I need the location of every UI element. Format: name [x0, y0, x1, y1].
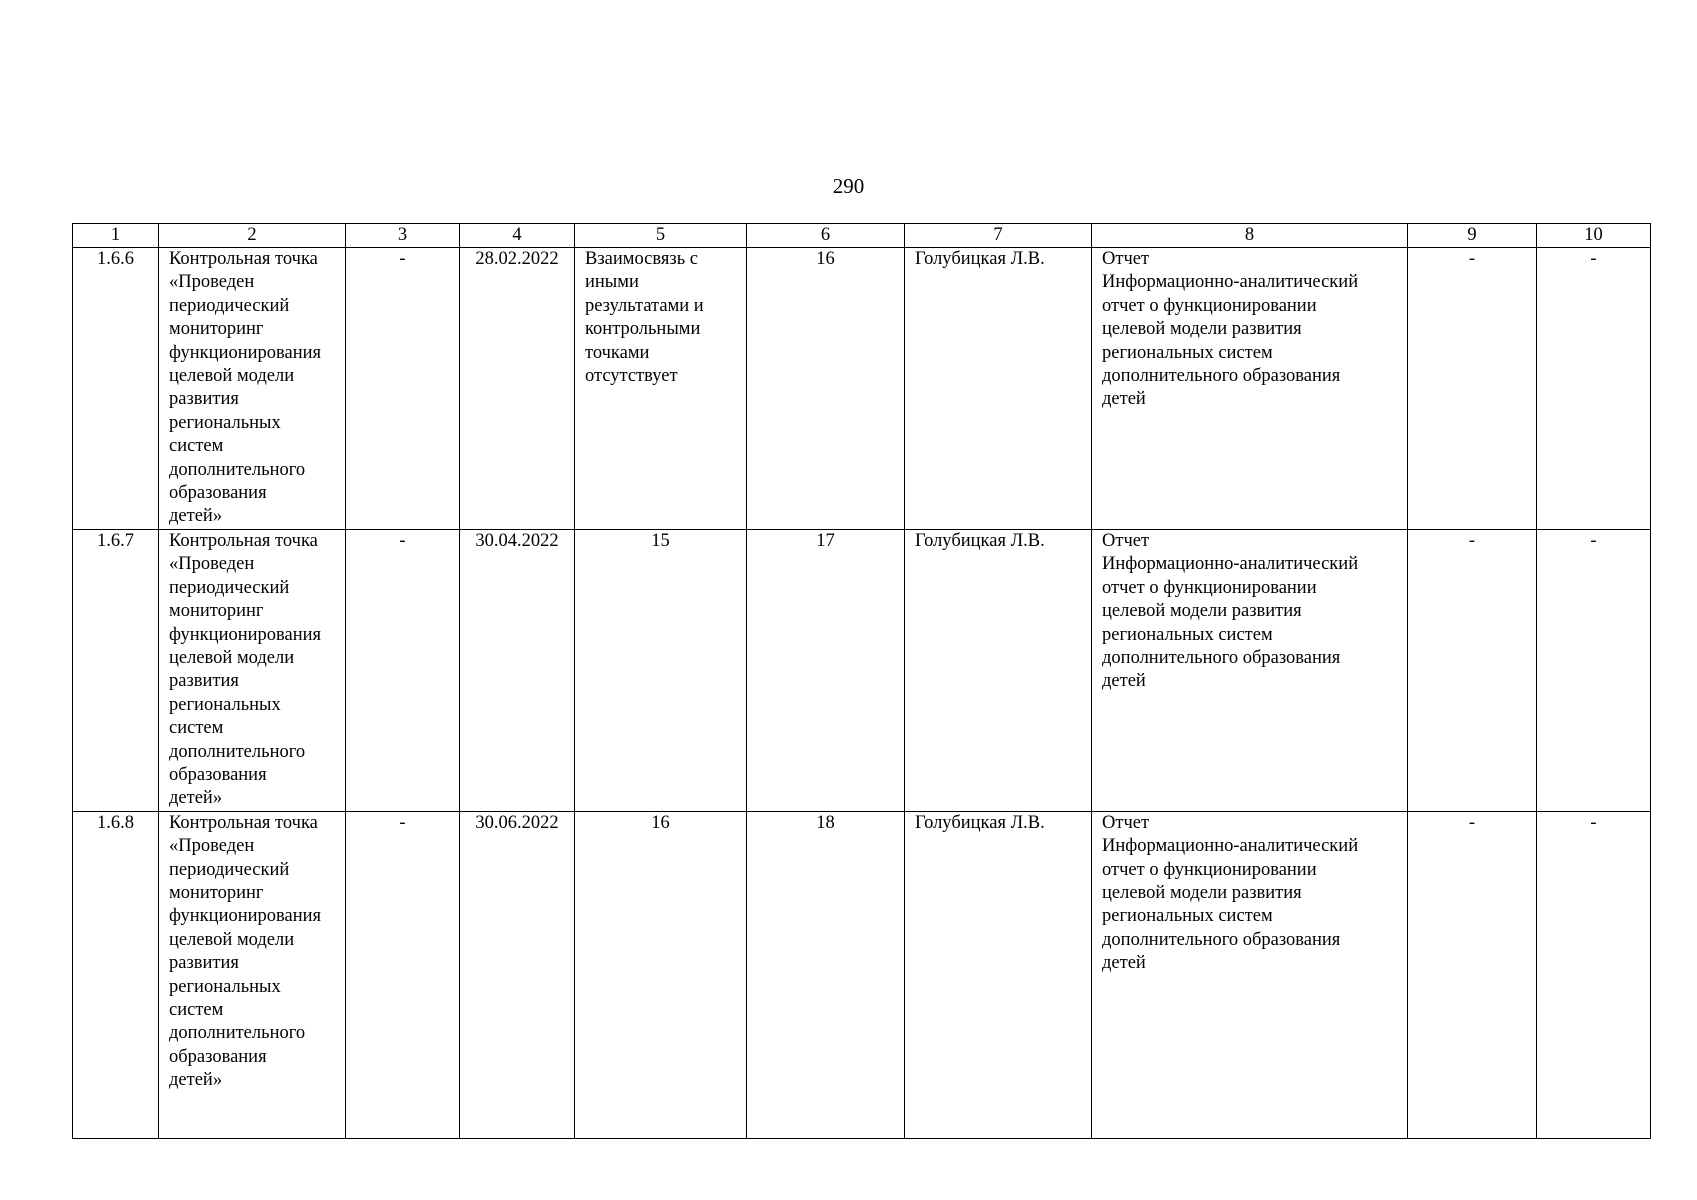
responsible-cell: Голубицкая Л.В. [905, 529, 1092, 811]
document-line: отчет о функционировании [1102, 859, 1317, 880]
name-line: систем [169, 718, 224, 739]
name-line: развития [169, 389, 239, 410]
header-cell: 1 [73, 224, 159, 248]
row-name-cell [159, 529, 346, 811]
name-line: развития [169, 953, 239, 974]
page-number: 290 [832, 174, 865, 198]
table-row [73, 811, 1651, 1138]
col10-cell: - [1537, 248, 1651, 530]
header-cell: 8 [1092, 224, 1408, 248]
document-line: целевой модели развития [1102, 601, 1302, 622]
col9-cell: - [1408, 248, 1537, 530]
col6-cell: 16 [747, 248, 905, 530]
name-line: мониторинг [169, 319, 264, 340]
link-line: 16 [651, 812, 670, 833]
document-line: региональных систем [1102, 624, 1273, 645]
responsible-cell: Голубицкая Л.В. [905, 248, 1092, 530]
name-line: дополнительного [169, 459, 306, 480]
document-line: целевой модели развития [1102, 319, 1302, 340]
name-line: систем [169, 1000, 224, 1020]
document-cell [1092, 529, 1408, 811]
name-line: развития [169, 671, 239, 692]
document-line: целевой модели развития [1102, 882, 1302, 903]
document-line: Отчет [1102, 249, 1150, 269]
name-line: мониторинг [169, 601, 264, 622]
name-line: Контрольная точка [169, 530, 318, 551]
header-cell: 4 [460, 224, 575, 248]
col9-cell: - [1408, 811, 1537, 1138]
col10-cell: - [1537, 811, 1651, 1138]
document-cell [1092, 248, 1408, 530]
name-line: дополнительного [169, 741, 306, 762]
date-cell: 30.04.2022 [460, 529, 575, 811]
header-cell: 10 [1537, 224, 1651, 248]
document-line: дополнительного образования [1102, 366, 1341, 387]
name-line: мониторинг [169, 882, 264, 903]
document-line: детей [1102, 953, 1146, 974]
table-row [73, 529, 1651, 811]
document-line: Информационно-аналитический [1102, 836, 1359, 857]
document-line: детей [1102, 671, 1146, 692]
control-points-table [72, 223, 1651, 1139]
name-line: «Проведен [169, 272, 255, 293]
row-name-cell [159, 248, 346, 530]
col3-cell: - [346, 529, 460, 811]
name-line: функционирования [169, 342, 322, 363]
date-cell: 30.06.2022 [460, 811, 575, 1138]
link-line: Взаимосвязь с [585, 249, 698, 269]
header-cell: 7 [905, 224, 1092, 248]
document-line: детей [1102, 389, 1146, 410]
link-cell [575, 529, 747, 811]
link-cell [575, 811, 747, 1138]
name-line: образования [169, 1046, 267, 1067]
link-line: точками [585, 342, 650, 363]
col6-cell: 18 [747, 811, 905, 1138]
name-line: целевой модели [169, 366, 295, 387]
name-line: периодический [169, 295, 290, 316]
name-line: Контрольная точка [169, 812, 318, 833]
name-line: целевой модели [169, 929, 295, 950]
name-line: периодический [169, 859, 290, 880]
header-cell: 3 [346, 224, 460, 248]
document-line: Информационно-аналитический [1102, 272, 1359, 293]
document-line: дополнительного образования [1102, 929, 1341, 950]
document-line: отчет о функционировании [1102, 577, 1317, 598]
document-line: Отчет [1102, 812, 1150, 833]
name-line: образования [169, 483, 267, 504]
name-line: функционирования [169, 624, 322, 645]
row-id-cell: 1.6.8 [73, 811, 159, 1138]
link-line: отсутствует [585, 366, 678, 387]
document-cell [1092, 811, 1408, 1138]
date-cell: 28.02.2022 [460, 248, 575, 530]
col3-cell: - [346, 248, 460, 530]
row-name-cell [159, 811, 346, 1138]
name-line: дополнительного [169, 1023, 306, 1044]
name-line: «Проведен [169, 554, 255, 575]
col9-cell: - [1408, 529, 1537, 811]
link-line: иными [585, 272, 639, 293]
name-line: периодический [169, 577, 290, 598]
header-cell: 6 [747, 224, 905, 248]
name-line: региональных [169, 694, 281, 715]
name-line: образования [169, 764, 267, 785]
responsible-cell: Голубицкая Л.В. [905, 811, 1092, 1138]
link-line: результатами и [585, 295, 704, 316]
name-line: систем [169, 436, 224, 457]
document-line: дополнительного образования [1102, 647, 1341, 668]
name-line: региональных [169, 412, 281, 433]
name-line: детей» [169, 506, 223, 527]
document-line: Отчет [1102, 530, 1150, 551]
name-line: Контрольная точка [169, 249, 318, 269]
link-line: контрольными [585, 319, 701, 340]
table-header-row [73, 224, 1651, 248]
header-cell: 2 [159, 224, 346, 248]
name-line: детей» [169, 1070, 223, 1091]
name-line: детей» [169, 788, 223, 809]
document-line: региональных систем [1102, 906, 1273, 927]
link-cell [575, 248, 747, 530]
document-line: отчет о функционировании [1102, 295, 1317, 316]
col3-cell: - [346, 811, 460, 1138]
name-line: «Проведен [169, 836, 255, 857]
col10-cell: - [1537, 529, 1651, 811]
header-cell: 9 [1408, 224, 1537, 248]
table-row [73, 248, 1651, 530]
row-id-cell: 1.6.7 [73, 529, 159, 811]
row-id-cell: 1.6.6 [73, 248, 159, 530]
name-line: целевой модели [169, 647, 295, 668]
name-line: региональных [169, 976, 281, 997]
document-line: региональных систем [1102, 342, 1273, 363]
header-cell: 5 [575, 224, 747, 248]
col6-cell: 17 [747, 529, 905, 811]
document-line: Информационно-аналитический [1102, 554, 1359, 575]
name-line: функционирования [169, 906, 322, 927]
link-line: 15 [651, 530, 670, 551]
